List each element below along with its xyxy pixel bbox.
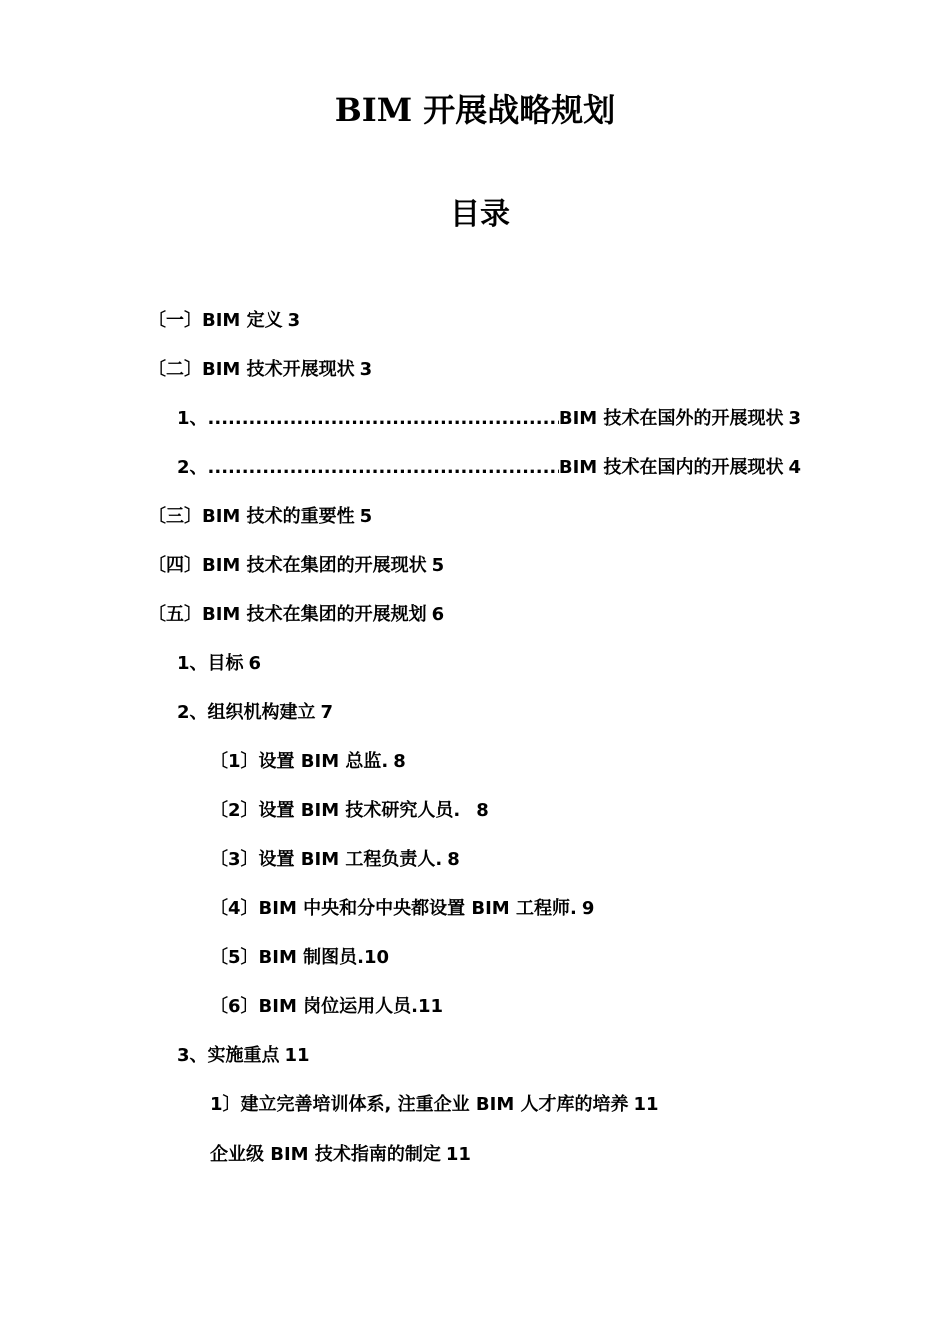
toc-entry-page: 7 <box>320 702 334 723</box>
toc-entry-page: 5 <box>359 506 373 527</box>
toc-entry-text: BIM 定义 <box>202 310 283 331</box>
toc-entry-text: BIM 中央和分中央都设置 BIM 工程师. <box>258 898 577 919</box>
toc-entry-prefix: 1〕 <box>210 1094 241 1115</box>
toc-entry-5-2-4[interactable] <box>210 894 594 924</box>
toc-entry-5-2-5[interactable] <box>210 943 389 973</box>
toc-entry-prefix: 〔三〕 <box>148 506 202 527</box>
toc-entry-5-1[interactable] <box>177 649 261 679</box>
toc-entry-text: 组织机构建立 <box>207 702 316 723</box>
toc-entry-text: BIM 制图员. <box>258 947 364 968</box>
toc-entry-prefix: 〔四〕 <box>148 555 202 576</box>
toc-entry-page: 9 <box>581 898 595 919</box>
toc-entry-page: 4 <box>788 457 801 478</box>
toc-entry-5-2-3[interactable] <box>210 845 460 875</box>
toc-entry-prefix: 2、 <box>177 457 208 478</box>
toc-entry-text: BIM 技术的重要性 <box>202 506 355 527</box>
toc-entry-prefix: 〔5〕 <box>210 947 259 968</box>
toc-entry-page: 3 <box>287 310 301 331</box>
toc-entry-5-3-1[interactable] <box>210 1090 659 1120</box>
toc-entry-prefix: 〔4〕 <box>210 898 259 919</box>
toc-entry-text: BIM 技术开展现状 <box>202 359 355 380</box>
toc-entry-prefix: 〔6〕 <box>210 996 259 1017</box>
toc-entry-5-2-2[interactable] <box>210 796 489 826</box>
toc-entry-text: BIM 技术在集团的开展现状 <box>202 555 427 576</box>
toc-entry-prefix: 〔五〕 <box>148 604 202 625</box>
toc-entry-4[interactable] <box>148 551 444 581</box>
toc-entry-2[interactable] <box>148 355 372 385</box>
toc-entry-prefix: 3、 <box>177 1045 208 1066</box>
toc-entry-page: 5 <box>431 555 445 576</box>
toc-entry-prefix: 〔1〕 <box>210 751 259 772</box>
toc-entry-text: 目标 <box>207 653 244 674</box>
toc-entry-text: BIM 技术在国外的开展现状 <box>558 408 784 429</box>
toc-entry-2-1[interactable] <box>177 404 801 434</box>
toc-entry-text: 实施重点 <box>207 1045 280 1066</box>
toc-entry-5-2-6[interactable] <box>210 992 443 1022</box>
toc-entry-page: 8 <box>447 849 460 870</box>
toc-entry-text: 建立完善培训体系, 注重企业 BIM 人才库的培养 <box>240 1094 629 1115</box>
toc-entry-page: 8 <box>393 751 406 772</box>
toc-entry-prefix: 1、 <box>177 408 208 429</box>
toc-entry-page: 11 <box>417 996 444 1017</box>
toc-entry-5-2[interactable] <box>177 698 333 728</box>
toc-dot-leader <box>208 404 559 434</box>
toc-entry-3[interactable] <box>148 502 372 532</box>
toc-entry-page: 3 <box>788 408 801 429</box>
toc-entry-prefix: 〔3〕 <box>210 849 259 870</box>
toc-entry-prefix: 〔二〕 <box>148 359 202 380</box>
toc-entry-prefix: 〔一〕 <box>148 310 202 331</box>
toc-entry-page: 3 <box>359 359 373 380</box>
toc-entry-page: 10 <box>363 947 390 968</box>
toc-entry-1[interactable] <box>148 306 300 336</box>
toc-entry-text: BIM 技术在国内的开展现状 <box>558 457 784 478</box>
toc-entry-prefix: 2、 <box>177 702 208 723</box>
toc-entry-page: 6 <box>431 604 445 625</box>
toc-entry-text: 设置 BIM 工程负责人. <box>258 849 443 870</box>
toc-entry-text: 设置 BIM 技术研究人员. <box>258 800 461 821</box>
document-title: BIM 开展战略规划 <box>334 91 616 129</box>
toc-entry-text: BIM 技术在集团的开展规划 <box>202 604 427 625</box>
toc-entry-prefix: 〔2〕 <box>210 800 259 821</box>
toc-entry-text: BIM 岗位运用人员. <box>258 996 418 1017</box>
toc-dot-leader <box>208 453 559 483</box>
toc-entry-5-3-2[interactable] <box>210 1140 471 1170</box>
toc-entry-5-3[interactable] <box>177 1041 310 1071</box>
toc-entry-page: 11 <box>445 1144 471 1165</box>
toc-entry-2-2[interactable] <box>177 453 801 483</box>
toc-entry-text: 企业级 BIM 技术指南的制定 <box>210 1144 441 1165</box>
toc-entry-page: 11 <box>284 1045 310 1066</box>
toc-entry-prefix: 1、 <box>177 653 208 674</box>
toc-entry-text: 设置 BIM 总监. <box>258 751 389 772</box>
toc-entry-5-2-1[interactable] <box>210 747 406 777</box>
toc-heading: 目录 <box>450 197 510 232</box>
toc-entry-page: 8 <box>476 800 489 821</box>
toc-entry-page: 6 <box>248 653 262 674</box>
toc-entry-5[interactable] <box>148 600 444 630</box>
toc-entry-page: 11 <box>633 1094 659 1115</box>
